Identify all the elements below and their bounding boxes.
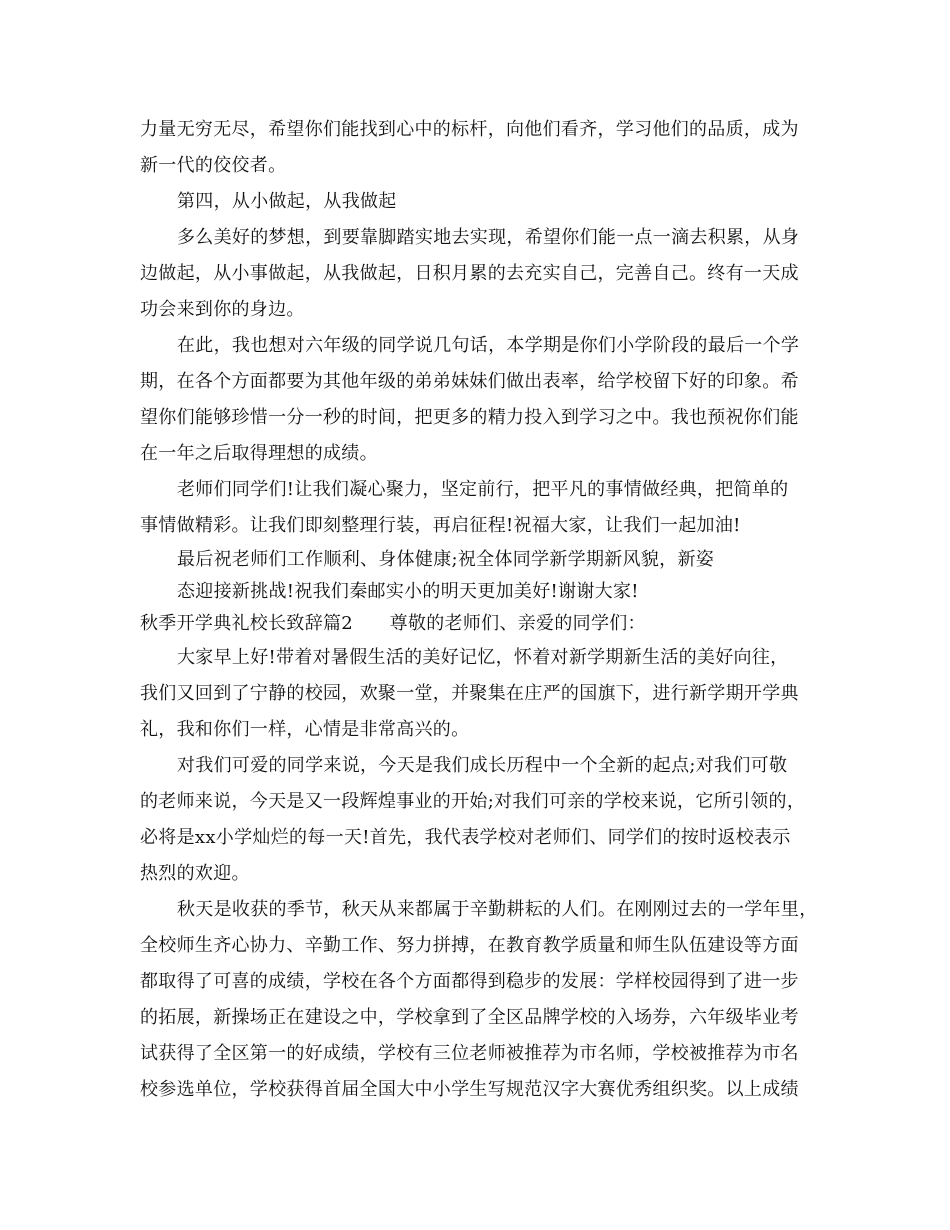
text-line: 边做起，从小事做起，从我做起，日积月累的去充实自己，完善自己。终有一天成 [140,263,799,284]
text-line: 老师们同学们!让我们凝心聚力，坚定前行，把平凡的事情做经典，把简单的 [177,479,789,500]
text-line: 望你们能够珍惜一分一秒的时间，把更多的精力投入到学习之中。我也预祝你们能 [140,407,799,428]
section-title: 秋季开学典礼校长致辞篇2 尊敬的老师们、亲爱的同学们： [140,613,646,634]
text-line: 最后祝老师们工作顺利、身体健康;祝全体同学新学期新风貌，新姿 [177,549,715,570]
text-line: 在此，我也想对六年级的同学说几句话，本学期是你们小学阶段的最后一个学 [177,335,800,356]
text-line: 我们又回到了宁静的校园，欢聚一堂，并聚集在庄严的国旗下，进行新学期开学典 [140,683,799,704]
text-line: 态迎接新挑战!祝我们秦邮实小的明天更加美好!谢谢大家! [177,581,639,602]
text-line: 大家早上好!带着对暑假生活的美好记忆，怀着对新学期新生活的美好向往， [177,647,789,668]
text-line: 试获得了全区第一的好成绩，学校有三位老师被推荐为市名师，学校被推荐为市名 [140,1043,799,1064]
text-line: 的老师来说，今天是又一段辉煌事业的开始;对我们可亲的学校来说，它所引领的， [140,791,806,812]
text-line: 功会来到你的身边。 [140,299,305,320]
text-line: 的拓展，新操场正在建设之中，学校拿到了全区品牌学校的入场券，六年级毕业考 [140,1007,799,1028]
text-line: 全校师生齐心协力、辛勤工作、努力拼搏，在教育教学质量和师生队伍建设等方面 [140,935,799,956]
text-line: 事情做精彩。让我们即刻整理行装，再启征程!祝福大家，让我们一起加油! [140,515,741,536]
text-line: 力量无穷无尽，希望你们能找到心中的标杆，向他们看齐，学习他们的品质，成为 [140,119,799,140]
text-line: 秋天是收获的季节，秋天从来都属于辛勤耕耘的人们。在刚刚过去的一学年里， [177,899,818,920]
text-line: 热烈的欢迎。 [140,863,250,884]
text-line: 新一代的佼佼者。 [140,155,287,176]
text-line: 在一年之后取得理想的成绩。 [140,443,378,464]
section-heading: 第四，从小做起，从我做起 [177,191,397,212]
text-line: 期，在各个方面都要为其他年级的弟弟妹妹们做出表率，给学校留下好的印象。希 [140,371,799,392]
text-line: 对我们可爱的同学来说，今天是我们成长历程中一个全新的起点;对我们可敬 [177,755,788,776]
text-line: 多么美好的梦想，到要靠脚踏实地去实现，希望你们能一点一滴去积累，从身 [177,227,800,248]
text-line: 都取得了可喜的成绩，学校在各个方面都得到稳步的发展：学样校园得到了进一步 [140,971,799,992]
text-line: 必将是xx小学灿烂的每一天!首先，我代表学校对老师们、同学们的按时返校表示 [140,827,791,848]
text-line: 校参选单位，学校获得首届全国大中小学生写规范汉字大赛优秀组织奖。以上成绩 [140,1079,799,1100]
text-line: 礼，我和你们一样，心情是非常高兴的。 [140,719,470,740]
